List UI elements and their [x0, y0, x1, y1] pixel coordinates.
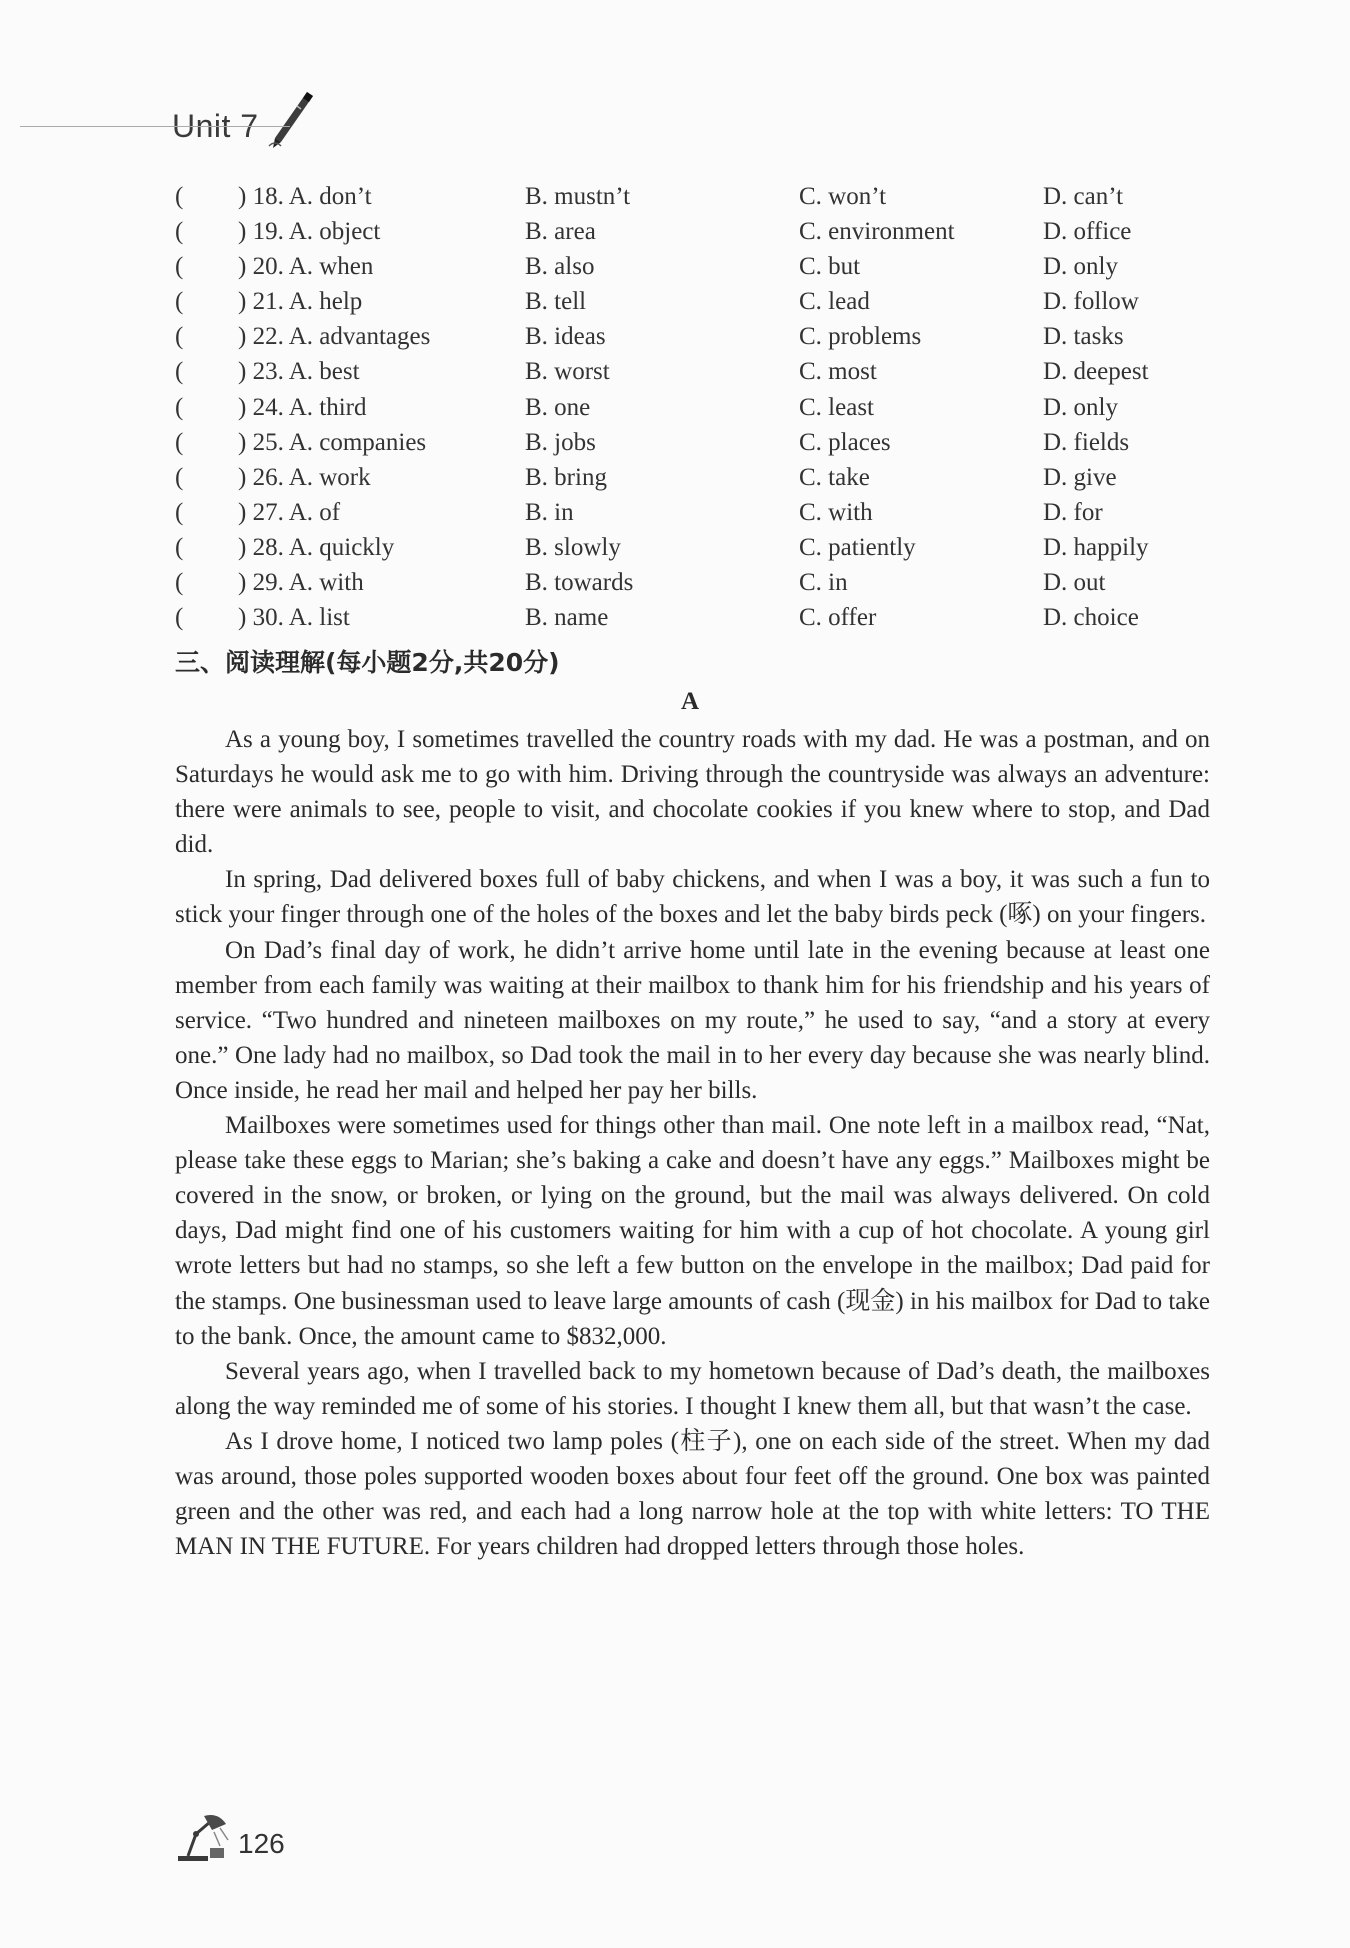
- passage-paragraph: As a young boy, I sometimes travelled the country roads with my dad. He was a postman, and on Saturdays he would ask me to go with him. Driving through the countryside was always an adventure: there were animals to see, people to visit, and chocolate cookies if you knew where to stop, and Dad did.: [175, 726, 1210, 859]
- option-a: ) 30. A. list: [238, 604, 350, 632]
- option-d: D. choice: [1043, 604, 1139, 632]
- option-b: B. name: [525, 604, 609, 632]
- option-c: C. offer: [799, 604, 877, 632]
- option-a: ) 20. A. when: [238, 253, 374, 281]
- option-a: ) 24. A. third: [238, 393, 367, 421]
- option-c: C. problems: [799, 323, 922, 351]
- header-rule: [20, 126, 290, 127]
- passage-label: A: [680, 688, 700, 715]
- unit-title: Unit 7: [172, 108, 259, 144]
- option-b: B. also: [525, 253, 595, 281]
- option-d: D. happily: [1043, 533, 1149, 561]
- answer-paren: (: [175, 183, 184, 210]
- option-d: D. deepest: [1043, 358, 1149, 386]
- answer-paren: (: [175, 569, 184, 597]
- option-row: [175, 214, 1215, 249]
- answer-paren: (: [175, 393, 184, 421]
- option-b: B. jobs: [525, 428, 596, 456]
- option-b: B. one: [525, 393, 591, 421]
- passage-paragraph: On Dad’s final day of work, he didn’t arrive home until late in the evening because at least one member from each family was waiting at their mailbox to thank him for his friendship and his years of service. “Two hundred and nineteen mailboxes on my route,” he used to say, “and a story at every one.” One lady had no mailbox, so Dad took the mail in to her every day because she was nearly blind. Once inside, he read her mail and helped her pay her bills.: [175, 936, 1210, 1104]
- option-d: D. office: [1043, 218, 1132, 246]
- option-a: ) 27. A. of: [238, 498, 341, 526]
- option-row: [175, 530, 1215, 565]
- option-row: [175, 600, 1215, 635]
- answer-paren: (: [175, 604, 184, 632]
- option-row: [175, 495, 1215, 530]
- passage-paragraph: Several years ago, when I travelled back to my hometown because of Dad’s death, the mailboxes along the way reminded me of some of his stories. I thought I knew them all, but that wasn’t the case.: [175, 1357, 1210, 1420]
- option-row: [175, 565, 1215, 600]
- option-d: D. can’t: [1043, 183, 1124, 210]
- option-d: D. follow: [1043, 288, 1139, 316]
- option-b: B. tell: [525, 288, 587, 316]
- option-row: [175, 249, 1215, 284]
- option-c: C. most: [799, 358, 877, 386]
- option-row: [175, 319, 1215, 354]
- section-heading: 三、阅读理解(每小题2分,共20分): [175, 648, 560, 677]
- answer-paren: (: [175, 498, 184, 526]
- option-a: ) 28. A. quickly: [238, 533, 395, 561]
- option-c: C. but: [799, 253, 861, 281]
- option-a: ) 21. A. help: [238, 288, 363, 316]
- desk-lamp-icon: [174, 1812, 230, 1862]
- option-d: D. fields: [1043, 428, 1130, 456]
- option-c: C. won’t: [799, 183, 887, 210]
- answer-paren: (: [175, 218, 184, 246]
- answer-paren: (: [175, 253, 184, 281]
- option-b: B. area: [525, 218, 596, 246]
- answer-paren: (: [175, 533, 184, 561]
- option-row: [175, 284, 1215, 319]
- answer-paren: (: [175, 358, 184, 386]
- passage-paragraph: As I drove home, I noticed two lamp poles (柱子), one on each side of the street. When my dad was around, those poles supported wooden boxes about four feet off the ground. One box was painted green and the other was red, and each had a long narrow hole at the top with white letters: TO THE MAN IN THE FUTURE. For years children had dropped letters through those holes.: [175, 1427, 1210, 1561]
- option-row: [175, 354, 1215, 389]
- page-number: 126: [238, 1828, 285, 1859]
- options-list: [175, 179, 1215, 635]
- answer-paren: (: [175, 463, 184, 491]
- option-a: ) 23. A. best: [238, 358, 360, 386]
- answer-paren: (: [175, 428, 184, 456]
- option-c: C. with: [799, 498, 873, 526]
- option-d: D. only: [1043, 393, 1118, 421]
- option-d: D. only: [1043, 253, 1118, 281]
- option-row: [175, 425, 1215, 460]
- answer-paren: (: [175, 323, 184, 351]
- option-a: ) 26. A. work: [238, 463, 371, 491]
- option-c: C. take: [799, 463, 870, 491]
- option-b: B. towards: [525, 569, 634, 597]
- passage-paragraph: In spring, Dad delivered boxes full of baby chickens, and when I was a boy, it was such a fun to stick your finger through one of the holes of the boxes and let the baby birds peck (啄) on your fingers.: [175, 866, 1210, 929]
- option-a: ) 18. A. don’t: [238, 183, 372, 210]
- option-row: [175, 460, 1215, 495]
- page-footer: [174, 1812, 285, 1862]
- option-row: [175, 179, 1215, 214]
- option-d: D. for: [1043, 498, 1103, 526]
- option-c: C. in: [799, 569, 848, 597]
- option-d: D. give: [1043, 463, 1117, 491]
- option-c: C. least: [799, 393, 874, 421]
- option-a: ) 25. A. companies: [238, 428, 427, 456]
- option-d: D. tasks: [1043, 323, 1124, 351]
- option-b: B. ideas: [525, 323, 606, 351]
- passage-paragraph: Mailboxes were sometimes used for things other than mail. One note left in a mailbox read, “Nat, please take these eggs to Marian; she’s baking a cake and doesn’t have any eggs.” Mailboxes might be covered in the snow, or broken, or lying on the ground, but the mail was always delivered. On cold days, Dad might find one of his customers waiting for him with a cup of hot chocolate. A young girl wrote letters but had no stamps, so she left a few button on the envelope in the mailbox; Dad paid for the stamps. One businessman used to leave large amounts of cash (现金) in his mailbox for Dad to take to the bank. Once, the amount came to $832,000.: [175, 1112, 1210, 1350]
- option-a: ) 19. A. object: [238, 218, 381, 246]
- reading-passage: [175, 722, 1210, 1564]
- answer-paren: (: [175, 288, 184, 316]
- option-a: ) 22. A. advantages: [238, 323, 431, 351]
- option-c: C. patiently: [799, 533, 916, 561]
- option-b: B. in: [525, 498, 574, 526]
- option-b: B. mustn’t: [525, 183, 631, 210]
- option-row: [175, 390, 1215, 425]
- option-c: C. places: [799, 428, 891, 456]
- option-c: C. environment: [799, 218, 955, 246]
- option-c: C. lead: [799, 288, 870, 316]
- option-d: D. out: [1043, 569, 1106, 597]
- pen-icon: [267, 90, 315, 150]
- option-b: B. slowly: [525, 533, 621, 561]
- option-a: ) 29. A. with: [238, 569, 364, 597]
- option-b: B. bring: [525, 463, 607, 491]
- option-b: B. worst: [525, 358, 610, 386]
- page-header: [172, 82, 315, 142]
